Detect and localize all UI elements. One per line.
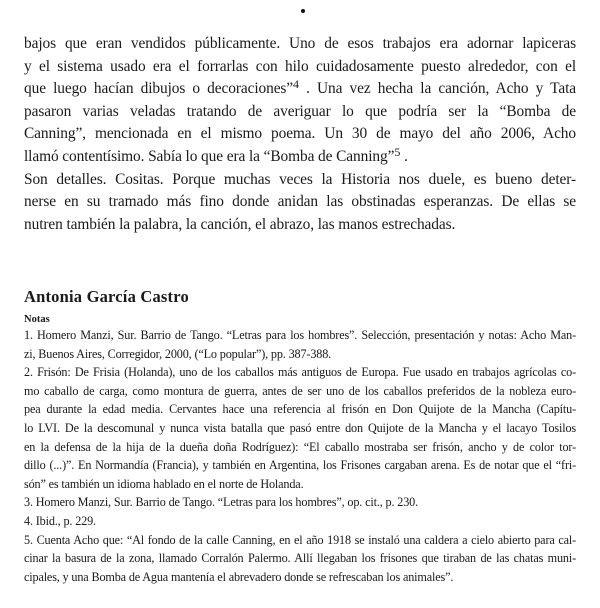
note-line: cipales, y una Bomba de Agua mantenía el abrevadero donde se refrescaban los animales”. — [24, 569, 454, 584]
text-line: y el sistema usado era el forrarlas con hilo cuidadosamente puesto alrededor, con el — [24, 57, 576, 75]
note-line: 1. Homero Manzi, Sur. Barrio de Tango. “Letras para los hombres”. Selección, presentación y notas: Acho Man- — [24, 328, 576, 342]
author-name: Antonia García Castro — [24, 287, 189, 306]
text-line: llamó contentísimo. Sabía lo que era la “Bomba de Canning”$^5$ . — [24, 144, 408, 165]
footnote-ref-4[interactable]: 4 — [293, 77, 299, 92]
note-item-4 — [24, 512, 576, 531]
text-line: Son detalles. Cositas. Porque muchas veces la Historia nos duele, es bueno deter- — [24, 170, 576, 188]
text-line: pasaron varias veladas tratando de averiguar lo que podría ser la “Bomba de — [24, 102, 576, 120]
note-item-5 — [24, 531, 576, 587]
paragraph-2 — [24, 169, 576, 237]
notes-list — [24, 326, 576, 586]
note-line: mo caballo de carga, como montura de guerra, antes de ser uno de los caballos preferidos de la nobleza euro- — [24, 383, 576, 398]
main-text — [24, 33, 576, 236]
note-item-1 — [24, 326, 576, 363]
note-line: 2. Frisón: De Frisia (Holanda), uno de los caballos más antiguos de Europa. Fue usado en trabajos agrícolas co- — [24, 365, 576, 380]
footnote-ref-5[interactable]: 5 — [394, 144, 401, 159]
page-mark-dot — [301, 9, 305, 13]
text-line: Canning”, mencionada en el mismo poema. Un 30 de mayo del año 2006, Acho — [24, 125, 576, 143]
note-line: 3. Homero Manzi, Sur. Barrio de Tango. “Letras para los hombres”, op. cit., p. 230. — [24, 495, 418, 510]
note-line: dillo (...)”. En Normandía (Francia), y también en Argentina, los Frisones cargaban arena. Es de notar que el “fri- — [24, 458, 576, 473]
note-line: en la defensa de la hija de la dueña doña Rodríguez): “El caballo mostraba ser frisón, ancho y de color tor- — [24, 439, 576, 454]
text-line: nerse en su tramado más fino donde anidan las obstinadas esperanzas. De ellas se — [24, 193, 576, 211]
notes-heading: Notas — [24, 314, 50, 325]
note-line: lo LVI. De la descomunal y nunca vista batalla que pasó entre don Quijote de la Mancha y el lacayo Tosilos — [24, 420, 576, 435]
text-line: bajos que eran vendidos públicamente. Uno de esos trabajos era adornar lapiceras — [24, 35, 576, 52]
note-line: són” es también un idioma hablado en el norte de Holanda. — [24, 476, 304, 491]
note-item-2 — [24, 363, 576, 493]
paragraph-1 — [24, 33, 576, 169]
note-line: zi, Buenos Aires, Corregidor, 2000, (“Lo popular”), pp. 387-388. — [24, 346, 332, 361]
text-line: que luego hacían dibujos o decoraciones”$^4$ . Una vez hecha la canción, Acho y Tata — [24, 77, 576, 98]
note-line: 4. Ibid., p. 229. — [24, 513, 96, 528]
note-item-3 — [24, 493, 576, 512]
note-line: cinar la basura de la zona, llamado Corralón Palermo. Allí llegaban los frisones que tiraban de las chatas muni- — [24, 551, 576, 566]
note-line: 5. Cuenta Acho que: “Al fondo de la calle Canning, en el año 1918 se instaló una caldera a cielo abierto para cal- — [24, 532, 576, 547]
text-line: nutren también la palabra, la canción, el abrazo, las manos estrechadas. — [24, 215, 456, 233]
note-line: pea durante la edad media. Cervantes hace una referencia al frisón en Don Quijote de la Mancha (Capítu- — [24, 402, 576, 417]
